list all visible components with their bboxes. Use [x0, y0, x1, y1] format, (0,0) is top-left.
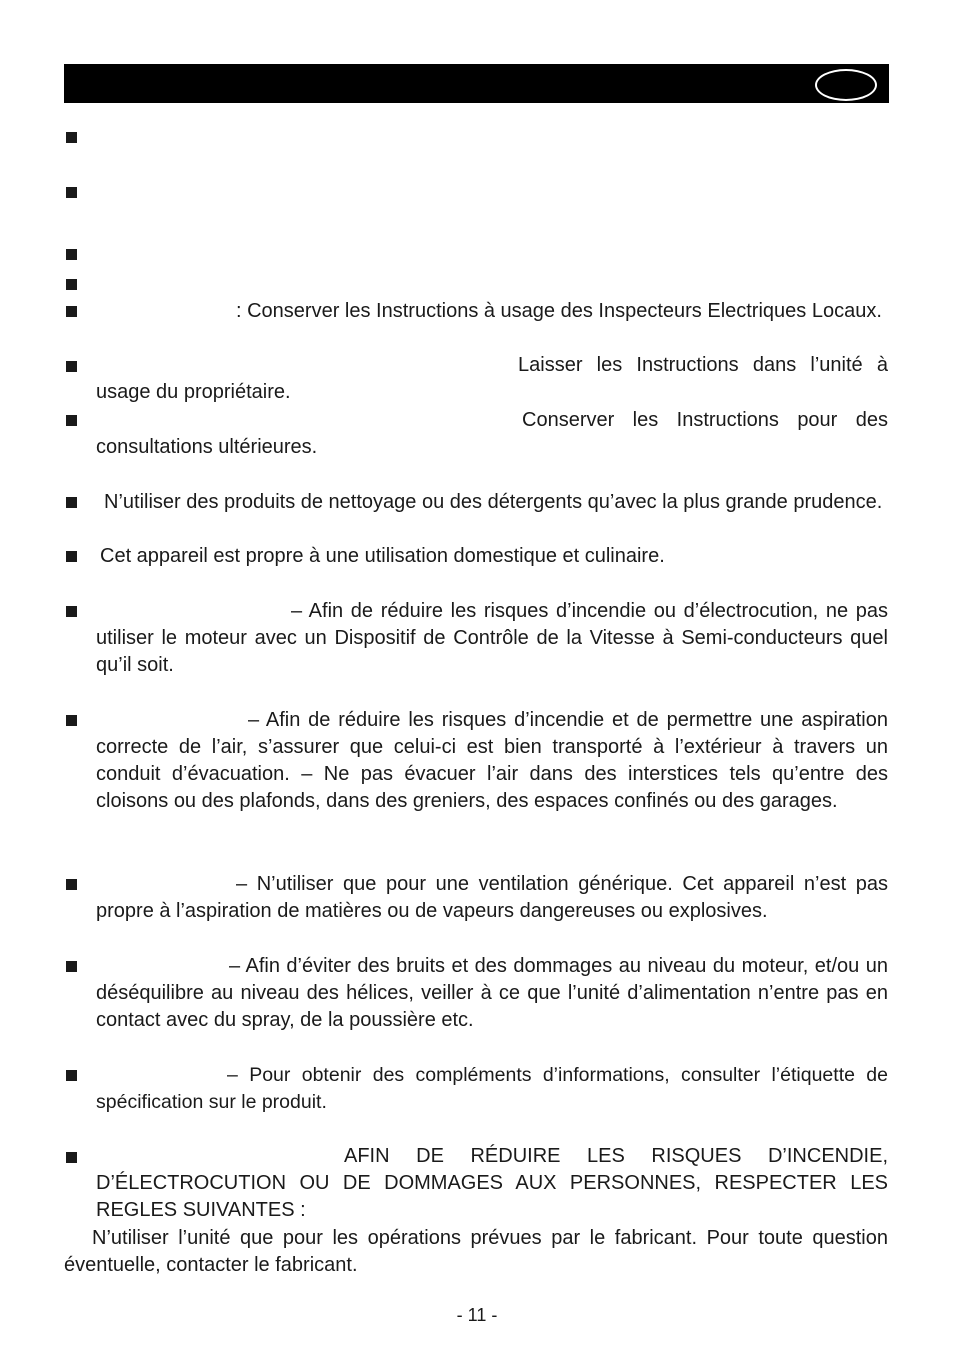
list-item-motor-damage: – Afin d’éviter des bruits et des dommages au niveau du moteur, et/ou un déséquilibre au niveau des hélices, veiller à ce que l’unité d’alimentation n’entre pas en contact avec du spray, de la poussière etc.	[96, 955, 888, 1031]
list-item-electric-inspectors: : Conserver les Instructions à usage des Inspecteurs Electriques Locaux.	[236, 300, 882, 322]
bullet-square	[66, 132, 77, 143]
bullet-square	[66, 306, 77, 317]
list-item-owner: Laisser les Instructions dans l’unité à usage du propriétaire.	[96, 354, 888, 403]
bullet-square	[66, 606, 77, 617]
list-item-speed-control: – Afin de réduire les risques d’incendie ou d’électrocution, ne pas utiliser le moteur avec un Dispositif de Contrôle de la Vitesse à Semi-conducteurs quel qu’il soit.	[96, 600, 888, 676]
language-badge-oval	[815, 69, 877, 101]
bullet-square	[66, 249, 77, 260]
bullet-square	[66, 961, 77, 972]
bullet-square	[66, 187, 77, 198]
list-item-domestic-use: Cet appareil est propre à une utilisation domestique et culinaire.	[100, 545, 665, 567]
bullet-square	[66, 1070, 77, 1081]
bullet-square	[66, 361, 77, 372]
list-item-exhaust-duct: – Afin de réduire les risques d’incendie et de permettre une aspiration correcte de l’air, s’assurer que celui-ci est bien transporté à l’extérieur à travers un conduit d’évacuation. – Ne pas évacuer l’air dans des interstices tels qu’entre des cloisons ou des plafonds, dans des greniers, des espaces confinés ou des garages.	[96, 709, 888, 812]
header-bar	[64, 64, 889, 103]
bullet-square	[66, 415, 77, 426]
list-item-future-reference: Conserver les Instructions pour des consultations ultérieures.	[96, 409, 888, 458]
bullet-square	[66, 497, 77, 508]
bullet-square	[66, 551, 77, 562]
closing-paragraph: N’utiliser l’unité que pour les opérations prévues par le fabricant. Pour toute question éventuelle, contacter le fabricant.	[64, 1227, 888, 1276]
list-item-specification-label: – Pour obtenir des compléments d’informations, consulter l’étiquette de spécification sur le produit.	[96, 1064, 888, 1113]
list-item-safety-rules: AFIN DE RÉDUIRE LES RISQUES D’INCENDIE, D’ÉLECTROCUTION OU DE DOMMAGES AUX PERSONNES, RESPECTER LES REGLES SUIVANTES :	[96, 1145, 888, 1221]
list-item-cleaning-products: N’utiliser des produits de nettoyage ou des détergents qu’avec la plus grande prudence.	[104, 491, 883, 513]
bullet-square	[66, 1152, 77, 1163]
bullet-square	[66, 279, 77, 290]
list-item-general-ventilation: – N’utiliser que pour une ventilation générique. Cet appareil n’est pas propre à l’aspiration de matières ou de vapeurs dangereuses ou explosives.	[96, 873, 888, 922]
bullet-square	[66, 715, 77, 726]
bullet-square	[66, 879, 77, 890]
page-number: - 11 -	[456, 1305, 498, 1325]
